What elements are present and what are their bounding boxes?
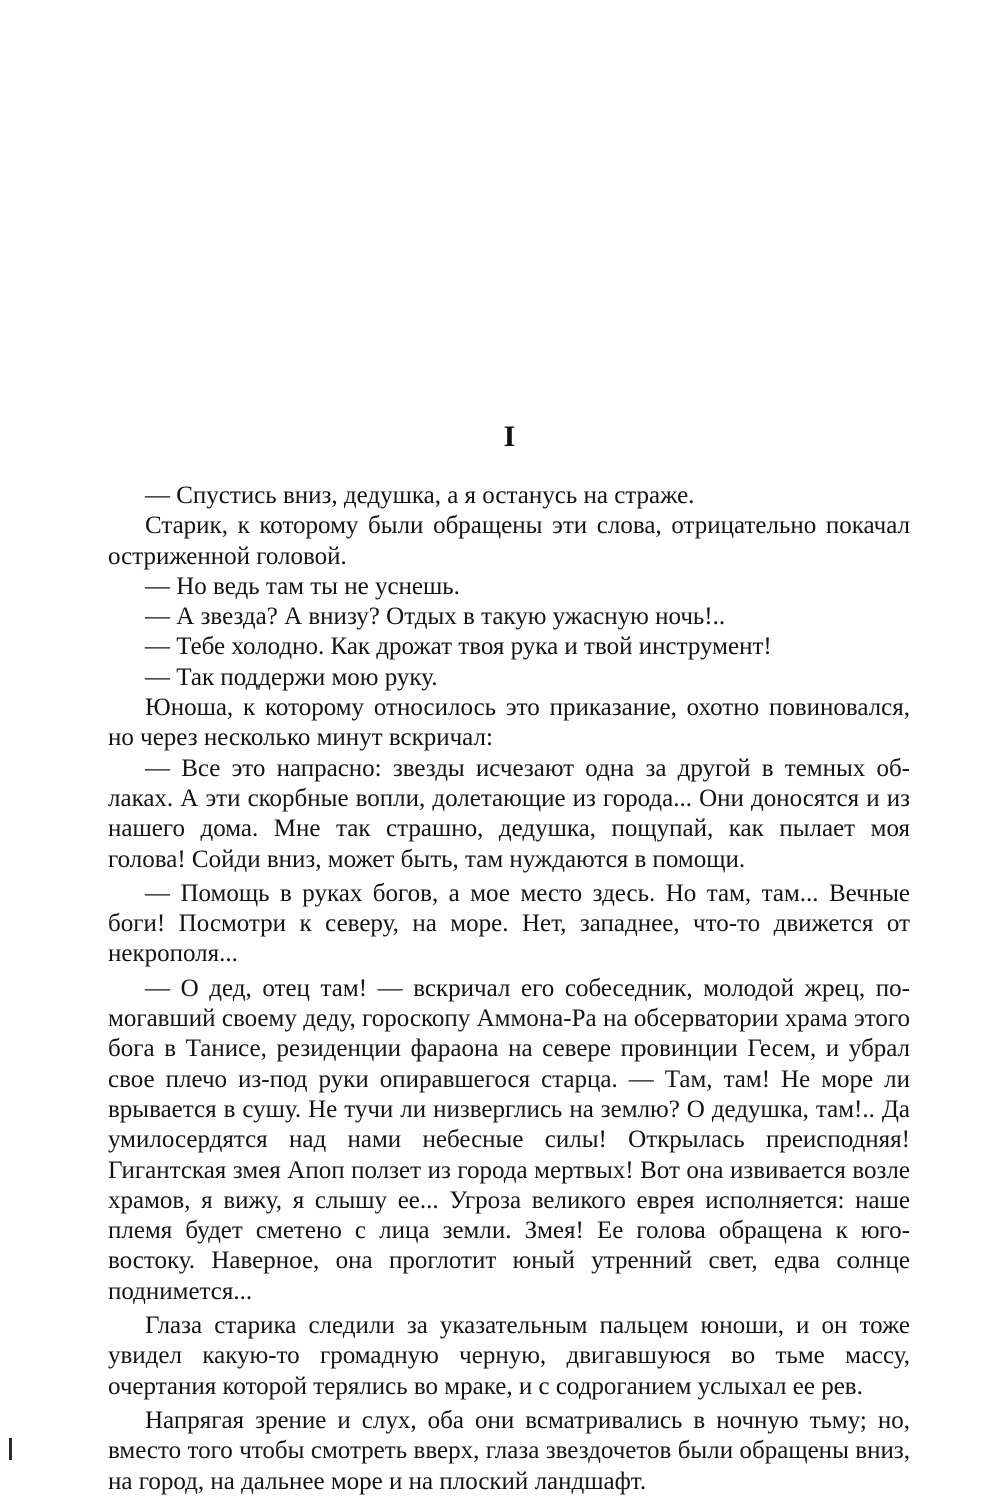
paragraph: — А звезда? А внизу? Отдых в такую ужасную ночь!.. [145,603,726,631]
scan-margin-mark [9,1438,12,1460]
paragraph: Старик, к которому были обращены эти слова, отрицательно покачал остриженной головой. [108,512,910,570]
paragraph: — Так поддержи мою руку. [145,663,438,691]
paragraph: — Спустись вниз, дедушка, а я останусь на страже. [145,482,695,509]
paragraph: Напрягая зрение и слух, оба они всматривались в ночную тьму; но, вместо того чтобы смотреть вверх, глаза звездочетов были обращены вниз, на город, на дальнее море и на плоский ландшафт. [108,1406,910,1495]
chapter-number: I [503,420,517,453]
paragraph: Глаза старика следили за указательным пальцем юноши, и он тоже увидел какую-то громадную черную, двигавшуюся во тьме массу, очертания которой терялись во мраке, и с содроганием услыхал ее рев. [108,1312,910,1400]
paragraph: — Все это напрасно: звезды исчезают одна за другой в темных облаках. А эти скорбные вопли, долетающие из города... Они доносятся и из нашего дома. Мне так страшно, дедушка, пощупай, как пылает моя голова! Сойди вниз, может быть, там нуждаются в помощи. [108,754,910,873]
paragraph: Юноша, к которому относилось это приказание, охотно повиновался, но через несколько минут вскричал: [108,694,910,752]
paragraph: — Но ведь там ты не уснешь. [145,572,460,600]
chapter-text [108,481,910,1497]
paragraph: — Тебе холодно. Как дрожат твоя рука и твой инструмент! [145,633,772,661]
paragraph: — О дед, отец там! — вскричал его собеседник, молодой жрец, помогавший своему деду, гороскопу Аммона-Ра на обсерватории храма этого бога в Танисе, резиденции фараона на севере провинции Гесем, и убрал свое плечо из-под руки опиравшегося старца. — Там, там! Не море ли врывается в сушу. Не тучи ли низверглись на землю? О дедушка, там!.. Да умилосердятся над нами небесные силы! Открылась преисподняя! Гигантская змея Апоп ползет из города мертвых! Вот она извивается возле храмов, я вижу, я слышу ее... Угроза великого еврея исполняется: наше племя будет сметено с лица земли. Змея! Ее голова обращена к юго-востоку. Наверное, она проглотит юный утренний свет, едва солнце поднимется... [108,974,910,1305]
paragraph: — Помощь в руках богов, а мое место здесь. Но там, там... Вечные боги! Посмотри к северу, на море. Нет, западнее, что-то движется от некрополя... [108,879,910,968]
